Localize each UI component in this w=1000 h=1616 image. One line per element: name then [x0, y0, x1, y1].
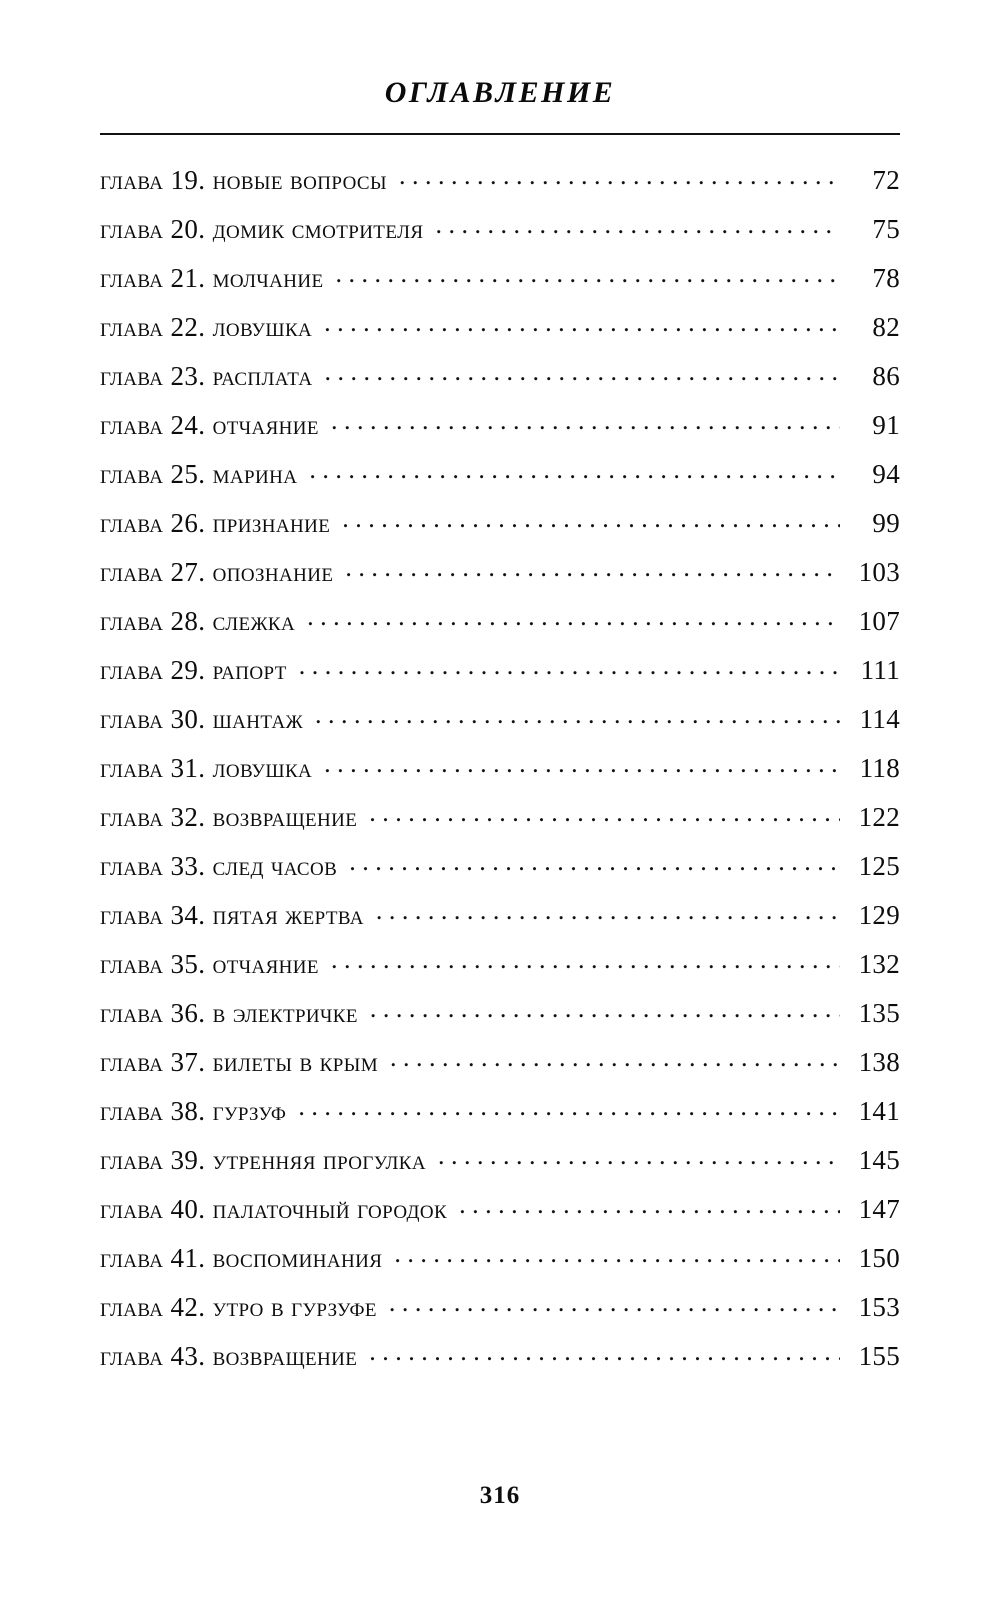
toc-leader-dots [438, 1143, 840, 1169]
toc-leader-dots [394, 1241, 840, 1267]
toc-leader-dots [324, 359, 840, 385]
toc-leader-dots [299, 653, 840, 679]
toc-entry[interactable] [100, 1143, 900, 1192]
toc-entry[interactable] [100, 359, 900, 408]
toc-leader-dots [369, 800, 840, 826]
toc-entry-page: 125 [858, 851, 900, 881]
toc-entry-page: 153 [858, 1292, 900, 1322]
toc-entry-label: глава 28. слежка [100, 606, 296, 636]
toc-entry-page: 129 [858, 900, 900, 930]
toc-entry-page: 141 [858, 1096, 900, 1126]
toc-entry-label: глава 21. молчание [100, 263, 324, 293]
toc-entry[interactable] [100, 1045, 900, 1094]
toc-entry-label: глава 24. отчаяние [100, 410, 319, 440]
toc-entry[interactable] [100, 947, 900, 996]
toc-leader-dots [345, 555, 840, 581]
toc-entry[interactable] [100, 996, 900, 1045]
toc-leader-dots [376, 898, 840, 924]
toc-entry-label: глава 34. пятая жертва [100, 900, 364, 930]
toc-entry-page: 114 [859, 704, 900, 734]
toc-entry-label: глава 38. гурзуф [100, 1096, 287, 1126]
toc-leader-dots [309, 457, 840, 483]
toc-entry-label: глава 26. признание [100, 508, 331, 538]
toc-leader-dots [459, 1192, 840, 1218]
toc-entry[interactable] [100, 1290, 900, 1339]
toc-entry-label: глава 31. ловушка [100, 753, 313, 783]
toc-leader-dots [370, 996, 840, 1022]
toc-leader-dots [399, 163, 840, 189]
toc-entry-label: глава 29. рапорт [100, 655, 287, 685]
toc-leader-dots [324, 751, 840, 777]
toc-entry-page: 118 [859, 753, 900, 783]
toc-entry-page: 82 [872, 312, 900, 342]
toc-entry[interactable] [100, 751, 900, 800]
toc-entry-page: 91 [872, 410, 900, 440]
page-title: ОГЛАВЛЕНИЕ [384, 76, 616, 109]
toc-entry[interactable] [100, 163, 900, 212]
toc-leader-dots [335, 261, 840, 287]
toc-leader-dots [435, 212, 840, 238]
toc-entry-label: глава 27. опознание [100, 557, 334, 587]
toc-entry-label: глава 40. палаточный городок [100, 1194, 448, 1224]
toc-leader-dots [331, 408, 840, 434]
toc-entry-label: глава 32. возвращение [100, 802, 358, 832]
toc-entry-label: глава 25. марина [100, 459, 298, 489]
toc-entry-label: глава 19. новые вопросы [100, 165, 387, 195]
toc-leader-dots [324, 310, 840, 336]
toc-entry-page: 72 [872, 165, 900, 195]
toc-entry-label: глава 35. отчаяние [100, 949, 319, 979]
toc-entry-label: глава 41. воспоминания [100, 1243, 383, 1273]
toc-leader-dots [390, 1045, 840, 1071]
toc-entry[interactable] [100, 555, 900, 604]
toc-entry-page: 78 [872, 263, 900, 293]
toc-entry[interactable] [100, 212, 900, 261]
toc-entry[interactable] [100, 310, 900, 359]
toc-list [100, 135, 900, 1388]
toc-entry-label: глава 42. утро в гурзуфе [100, 1292, 377, 1322]
toc-entry-label: глава 22. ловушка [100, 312, 313, 342]
toc-entry-label: глава 20. домик смотрителя [100, 214, 424, 244]
toc-entry[interactable] [100, 1339, 900, 1388]
toc-leader-dots [342, 506, 840, 532]
toc-entry-page: 86 [872, 361, 900, 391]
toc-entry[interactable] [100, 457, 900, 506]
toc-entry-page: 155 [858, 1341, 900, 1371]
toc-entry[interactable] [100, 898, 900, 947]
toc-leader-dots [389, 1290, 840, 1316]
toc-entry-page: 138 [858, 1047, 900, 1077]
page-number-folio: 316 [479, 1482, 521, 1509]
toc-entry-label: глава 33. след часов [100, 851, 338, 881]
toc-entry-page: 75 [872, 214, 900, 244]
toc-entry-page: 94 [872, 459, 900, 489]
toc-leader-dots [315, 702, 840, 728]
toc-entry[interactable] [100, 702, 900, 751]
toc-entry[interactable] [100, 800, 900, 849]
toc-entry-label: глава 43. возвращение [100, 1341, 358, 1371]
toc-entry[interactable] [100, 604, 900, 653]
toc-entry-page: 135 [858, 998, 900, 1028]
toc-entry[interactable] [100, 1192, 900, 1241]
toc-entry-page: 99 [872, 508, 900, 538]
toc-entry-page: 150 [858, 1243, 900, 1273]
toc-leader-dots [369, 1339, 840, 1365]
toc-entry-page: 111 [860, 655, 900, 685]
toc-leader-dots [307, 604, 840, 630]
toc-leader-dots [298, 1094, 840, 1120]
toc-entry-page: 103 [858, 557, 900, 587]
toc-entry-page: 107 [858, 606, 900, 636]
toc-entry[interactable] [100, 408, 900, 457]
toc-entry-page: 145 [858, 1145, 900, 1175]
toc-entry-label: глава 39. утренняя прогулка [100, 1145, 426, 1175]
toc-entry-label: глава 30. шантаж [100, 704, 304, 734]
toc-entry[interactable] [100, 1241, 900, 1290]
toc-entry[interactable] [100, 506, 900, 555]
toc-entry[interactable] [100, 653, 900, 702]
toc-entry[interactable] [100, 1094, 900, 1143]
toc-entry-page: 147 [858, 1194, 900, 1224]
toc-entry-label: глава 36. в электричке [100, 998, 358, 1028]
toc-entry-page: 132 [858, 949, 900, 979]
toc-entry[interactable] [100, 849, 900, 898]
toc-entry-page: 122 [858, 802, 900, 832]
toc-leader-dots [349, 849, 840, 875]
toc-entry-label: глава 23. расплата [100, 361, 313, 391]
toc-leader-dots [331, 947, 840, 973]
toc-entry[interactable] [100, 261, 900, 310]
toc-entry-label: глава 37. билеты в крым [100, 1047, 378, 1077]
